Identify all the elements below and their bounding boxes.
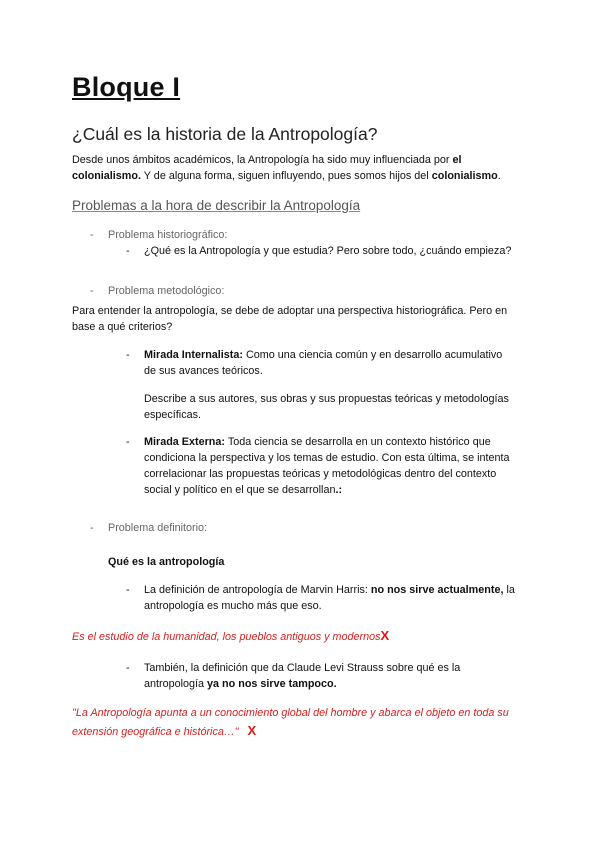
problem-metodologico-label: Problema metodológico: xyxy=(108,285,225,297)
strauss-text-1: También, la definición que da Claude Levi Strauss sobre qué es la xyxy=(144,662,461,674)
intro-bold-colonialismo-2: colonialismo xyxy=(431,170,498,182)
dash-marker: - xyxy=(90,522,94,534)
red-x-mark: X xyxy=(247,723,257,738)
mirada-externa-label: Mirada Externa: xyxy=(144,436,226,448)
dash-marker: - xyxy=(126,349,130,361)
mirada-internalista xyxy=(144,347,544,379)
dash-marker: - xyxy=(126,436,130,448)
mirada-internalista-label: Mirada Internalista: xyxy=(144,349,243,361)
page-title: Bloque I xyxy=(72,72,181,102)
harris-bold: no nos sirve actualmente, xyxy=(370,584,504,596)
intro-text: Desde unos ámbitos académicos, la Antropología ha sido muy influenciada por xyxy=(72,154,453,166)
red-x-mark: X xyxy=(380,628,390,643)
harris-post: la xyxy=(503,584,515,596)
problems-heading: Problemas a la hora de describir la Antropología xyxy=(72,198,361,213)
metodologico-text-2: base a qué criterios? xyxy=(72,321,173,333)
intro-bold: el xyxy=(452,154,462,166)
harris-text-2: antropología es mucho más que eso. xyxy=(144,600,322,612)
harris-text: La definición de antropología de Marvin Harris: xyxy=(144,584,371,596)
section-question-heading: ¿Cuál es la historia de la Antropología? xyxy=(72,124,378,144)
intro-paragraph xyxy=(72,152,542,184)
red-quote-strauss xyxy=(72,704,562,741)
que-es-antropologia-subheading xyxy=(108,554,224,570)
metodologico-paragraph xyxy=(72,303,542,335)
mirada-internalista-description xyxy=(144,391,544,423)
intro-period: . xyxy=(497,170,501,182)
quote-line-1: "La Antropología apunta a un conocimiento global del hombre y abarca el objeto en toda su xyxy=(72,707,509,719)
dash-marker: - xyxy=(126,584,130,596)
quote-line-2: extensión geográfica e histórica…" xyxy=(72,726,239,738)
external-text-4: social y político en el que se desarrollan xyxy=(144,484,336,496)
metodologico-text-1: Para entender la antropología, se debe de adoptar una perspectiva historiográfica. Pero en xyxy=(72,305,508,317)
dash-marker: - xyxy=(126,662,130,674)
problem-historiografico-text: ¿Qué es la Antropología y que estudia? Pero sobre todo, ¿cuándo empieza? xyxy=(144,245,512,257)
problem-historiografico-label: Problema historiográfico: xyxy=(108,229,228,241)
mirada-externa xyxy=(144,434,544,498)
external-end: .: xyxy=(335,484,343,496)
strauss-text-2: antropología xyxy=(144,678,208,690)
problem-definitorio-label: Problema definitorio: xyxy=(108,522,208,534)
dash-marker: - xyxy=(90,229,94,241)
intro-bold-colonialismo: colonialismo. xyxy=(72,170,141,182)
red-annotation-text: Es el estudio de la humanidad, los pueblos antiguos y modernos xyxy=(72,631,381,643)
external-text-1: Toda ciencia se desarrolla en un contexto histórico que xyxy=(225,436,491,448)
dash-marker: - xyxy=(90,285,94,297)
internal-desc-2: específicas. xyxy=(144,409,202,421)
strauss-definition xyxy=(144,660,544,692)
subheading-text: Qué es la antropología xyxy=(108,556,225,568)
internal-desc-1: Describe a sus autores, sus obras y sus propuestas teóricas y metodologías xyxy=(144,393,509,405)
mirada-internalista-text-1: Como una ciencia común y en desarrollo acumulativo xyxy=(243,349,503,361)
external-text-2: condiciona la perspectiva y los temas de estudio. Con esta última, se intenta xyxy=(144,452,510,464)
dash-marker: - xyxy=(126,245,130,257)
strauss-bold: ya no nos sirve tampoco. xyxy=(207,678,337,690)
red-annotation-harris xyxy=(72,628,389,643)
mirada-internalista-text-2: de sus avances teóricos. xyxy=(144,365,263,377)
harris-definition xyxy=(144,582,544,614)
intro-text-2: Y de alguna forma, siguen influyendo, pues somos hijos del xyxy=(141,170,432,182)
external-text-3: correlacionar las propuestas teóricas y metodológicas dentro del contexto xyxy=(144,468,497,480)
